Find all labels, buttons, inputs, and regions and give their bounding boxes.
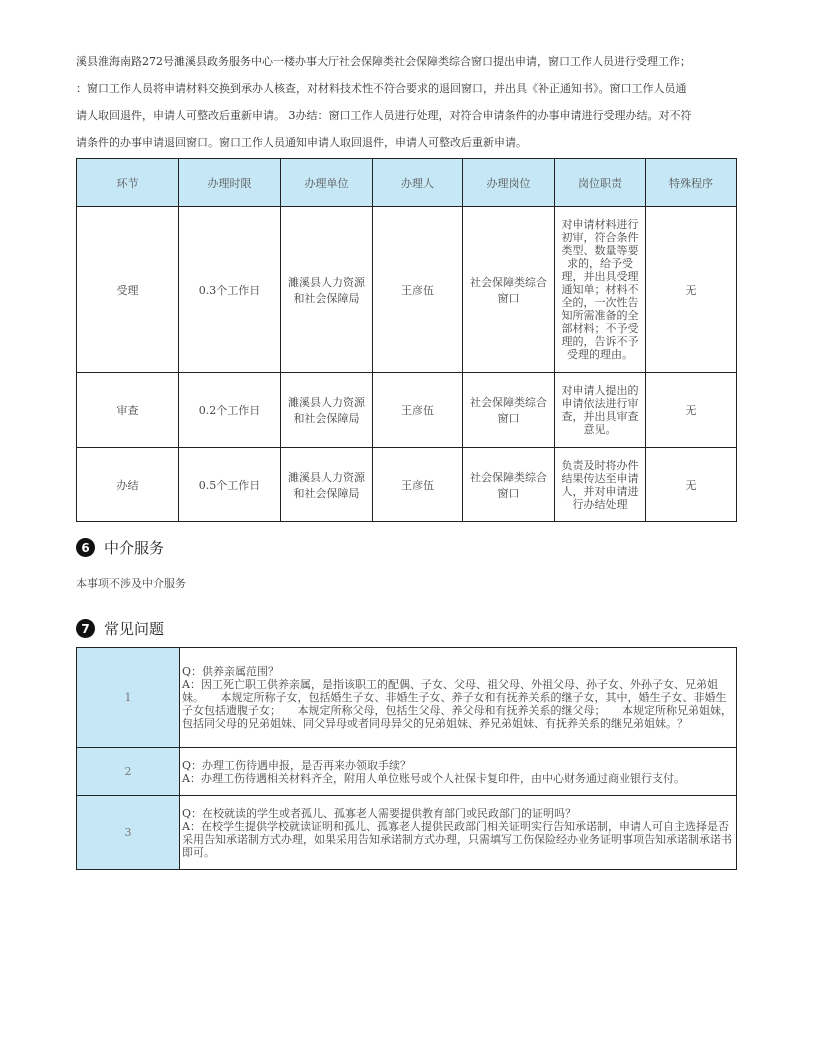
faq-row (77, 648, 737, 748)
step-cell: 审查 (77, 373, 179, 448)
faq-question: Q：办理工伤待遇申报，是否再来办领取手续？ (182, 758, 412, 772)
column-header: 办理时限 (179, 159, 281, 207)
step-cell: 办结 (77, 448, 179, 522)
faq-question: Q：供养亲属范围？ (182, 665, 280, 678)
intermediary-note: 本事项不涉及中介服务 (76, 577, 186, 590)
duty-cell: 对申请材料进行初审，符合条件类型、数量等要求的，给予受理，并出具受理通知单；材料不全的，一次性告知所需准备的全部材料；不予受理的，告诉不予受理的理由。 (555, 207, 646, 373)
faq-content (180, 648, 737, 748)
column-header: 特殊程序 (646, 159, 737, 207)
column-header: 办理单位 (281, 159, 373, 207)
table-row (77, 373, 737, 448)
step-cell: 受理 (77, 207, 179, 373)
section-title: 常见问题 (104, 620, 165, 638)
special-cell: 无 (646, 448, 737, 522)
table-header-row (77, 159, 737, 207)
faq-index: 3 (77, 796, 180, 870)
table-row (77, 448, 737, 522)
intro-text (76, 48, 744, 156)
faq-question: Q：在校就读的学生或者孤儿、孤寡老人需要提供教育部门或民政部门的证明吗？ (182, 806, 577, 820)
faq-index: 2 (77, 748, 180, 796)
faq-table (76, 647, 737, 870)
intro-line: ：窗口工作人员将申请材料交换到承办人核查，对材料技术性不符合要求的退回窗口，并出具《补正通知书》。窗口工作人员通 (76, 82, 687, 95)
special-cell: 无 (646, 207, 737, 373)
unit-cell: 濉溪县人力资源和社会保障局 (281, 207, 373, 373)
duty-cell: 负责及时将办件结果传达至申请人，并对申请进行办结处理 (555, 448, 646, 522)
person-cell: 王彦伍 (373, 448, 463, 522)
faq-row (77, 796, 737, 870)
column-header: 办理人 (373, 159, 463, 207)
process-table (76, 158, 737, 522)
column-header: 办理岗位 (463, 159, 555, 207)
time-cell: 0.2个工作日 (179, 373, 281, 448)
section-heading-intermediary (76, 537, 164, 558)
intro-line: 请人取回退件，申请人可整改后重新申请。 3办结：窗口工作人员进行处理，对符合申请条件的办事申请进行受理办结。对不符 (76, 109, 692, 122)
section-heading-faq (76, 618, 164, 639)
time-cell: 0.5个工作日 (179, 448, 281, 522)
person-cell: 王彦伍 (373, 207, 463, 373)
faq-content (180, 796, 737, 870)
table-row (77, 207, 737, 373)
faq-answer: A：在校学生提供学校就读证明和孤儿、孤寡老人提供民政部门相关证明实行告知承诺制，申请人可自主选择是否采用告知承诺制方式办理，如果采用告知承诺制方式办理，只需填写工伤保险经办业务证明事项告知承诺制承诺书即可。 (182, 819, 732, 859)
faq-answer: A：因工死亡职工供养亲属，是指该职工的配偶、子女、父母、祖父母、外祖父母、孙子女、外孙子女、兄弟姐妹。 本规定所称子女，包括婚生子女、非婚生子女、养子女和有抚养关系的继子女，其中，婚生子女、非婚生子女包括遗腹子女； 本规定所称父母，包括生父母、养父母和有抚养关系的继父母； 本规定所称兄弟姐妹，包括同父母的兄弟姐妹、同父异母或者同母异父的兄弟姐妹、养兄弟姐妹、有抚养关系的继兄弟姐妹。？ (182, 678, 732, 730)
unit-cell: 濉溪县人力资源和社会保障局 (281, 373, 373, 448)
faq-content (180, 748, 737, 796)
unit-cell: 濉溪县人力资源和社会保障局 (281, 448, 373, 522)
faq-row (77, 748, 737, 796)
faq-answer: A：办理工伤待遇相关材料齐全，附用人单位账号或个人社保卡复印件，由中心财务通过商业银行支付。 (182, 771, 685, 785)
special-cell: 无 (646, 373, 737, 448)
section-number-badge: 6 (76, 538, 95, 557)
post-cell: 社会保障类综合窗口 (463, 373, 555, 448)
section-number-badge: 7 (76, 619, 95, 638)
faq-index: 1 (77, 648, 180, 748)
duty-cell: 对申请人提出的申请依法进行审查，并出具审查意见。 (555, 373, 646, 448)
post-cell: 社会保障类综合窗口 (463, 448, 555, 522)
post-cell: 社会保障类综合窗口 (463, 207, 555, 373)
person-cell: 王彦伍 (373, 373, 463, 448)
intro-line: 请条件的办事申请退回窗口。窗口工作人员通知申请人取回退件，申请人可整改后重新申请。 (76, 136, 527, 149)
time-cell: 0.3个工作日 (179, 207, 281, 373)
section-title: 中介服务 (104, 539, 165, 557)
column-header: 环节 (77, 159, 179, 207)
column-header: 岗位职责 (555, 159, 646, 207)
intro-line: 溪县淮海南路272号濉溪县政务服务中心一楼办事大厅社会保障类社会保障类综合窗口提出申请，窗口工作人员进行受理工作； (76, 55, 691, 68)
